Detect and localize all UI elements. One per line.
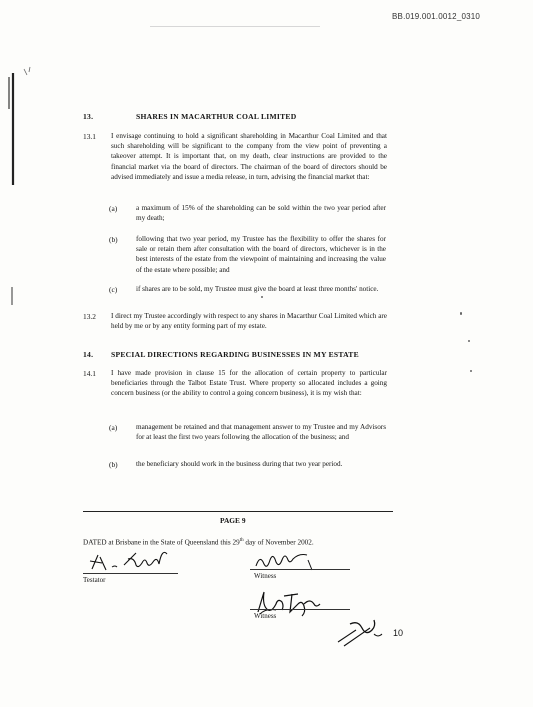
footer-rule: [83, 511, 393, 512]
clause-14-1-number: 14.1: [83, 369, 96, 378]
clause-13-1-b-label: (b): [109, 235, 118, 244]
scan-speck: [470, 370, 472, 372]
clause-14-1-a-label: (a): [109, 423, 118, 432]
clause-13-1-text: I envisage continuing to hold a significant shareholding in Macarthur Coal Limited and that such shareholding will be significant to the company from the view point of preventing a takeover attempt. It is important that, on my death, clear instructions are provided to the financial market via the board of directors. The chairman of the board of directors should be advised immediately and issue a media release, in turn, advising the financial market that:: [111, 132, 387, 181]
section-14-number: 14.: [83, 350, 94, 359]
clause-13-2-number: 13.2: [83, 312, 96, 321]
witness-1-line: [250, 569, 350, 570]
scan-speck: [460, 312, 462, 315]
section-14-heading: SPECIAL DIRECTIONS REGARDING BUSINESSES IN MY ESTATE: [111, 350, 359, 359]
clause-13-1-c-text: if shares are to be sold, my Trustee must give the board at least three months' notice.: [136, 285, 379, 293]
clause-14-1-a-text: management be retained and that management answer to my Trustee and my Advisors for at least the first two years following the allocation of the business; and: [136, 423, 386, 442]
clause-13-1-a-text: a maximum of 15% of the shareholding can be sold within the two year period after my death;: [136, 204, 386, 223]
clause-14-1-text: I have made provision in clause 15 for the allocation of certain property to particular beneficiaries through the Talbot Estate Trust. Where property so allocated includes a going concern business (or the ability to control a going concern business), it is my wish that:: [111, 369, 387, 398]
page-mark-number: 10: [393, 628, 404, 638]
section-13-number: 13.: [83, 112, 94, 121]
witness-1-label: Witness: [254, 572, 277, 580]
section-13-heading: SHARES IN MACARTHUR COAL LIMITED: [136, 112, 297, 121]
clause-13-1-number: 13.1: [83, 132, 96, 141]
witness-1-signature: [250, 548, 340, 574]
document-id: BB.019.001.0012_0310: [392, 12, 481, 21]
page-label: PAGE 9: [220, 516, 246, 525]
clause-13-2-text: I direct my Trustee accordingly with respect to any shares in Macarthur Coal Limited which are held by me or by any entity forming part of my estate.: [111, 312, 387, 331]
testator-line: [83, 573, 178, 574]
clause-13-1-a-label: (a): [109, 204, 118, 213]
dated-day-suffix: th: [239, 538, 244, 543]
top-faint-line: [150, 26, 320, 27]
dated-text-end: day of November 2002.: [243, 538, 314, 547]
testator-label: Testator: [83, 576, 106, 584]
handwritten-initial-mark: [330, 600, 410, 650]
scan-speck: [261, 296, 263, 298]
dated-text-start: DATED at Brisbane in the State of Queensland this 29: [83, 538, 240, 547]
witness-2-label: Witness: [254, 612, 277, 620]
left-margin-scan-marks: [0, 55, 40, 315]
clause-14-1-b-text: the beneficiary should work in the business during that two year period.: [136, 460, 343, 468]
clause-13-1-c-label: (c): [109, 285, 118, 294]
clause-14-1-b-label: (b): [109, 460, 118, 469]
clause-13-1-b-text: following that two year period, my Trustee has the flexibility to offer the shares for sale or retain them after consultation with the board of directors, whichever is in the best interests of the estate from the viewpoint of maintaining and increasing the value of the estate where possible; and: [136, 235, 386, 274]
scan-speck: [468, 340, 470, 342]
